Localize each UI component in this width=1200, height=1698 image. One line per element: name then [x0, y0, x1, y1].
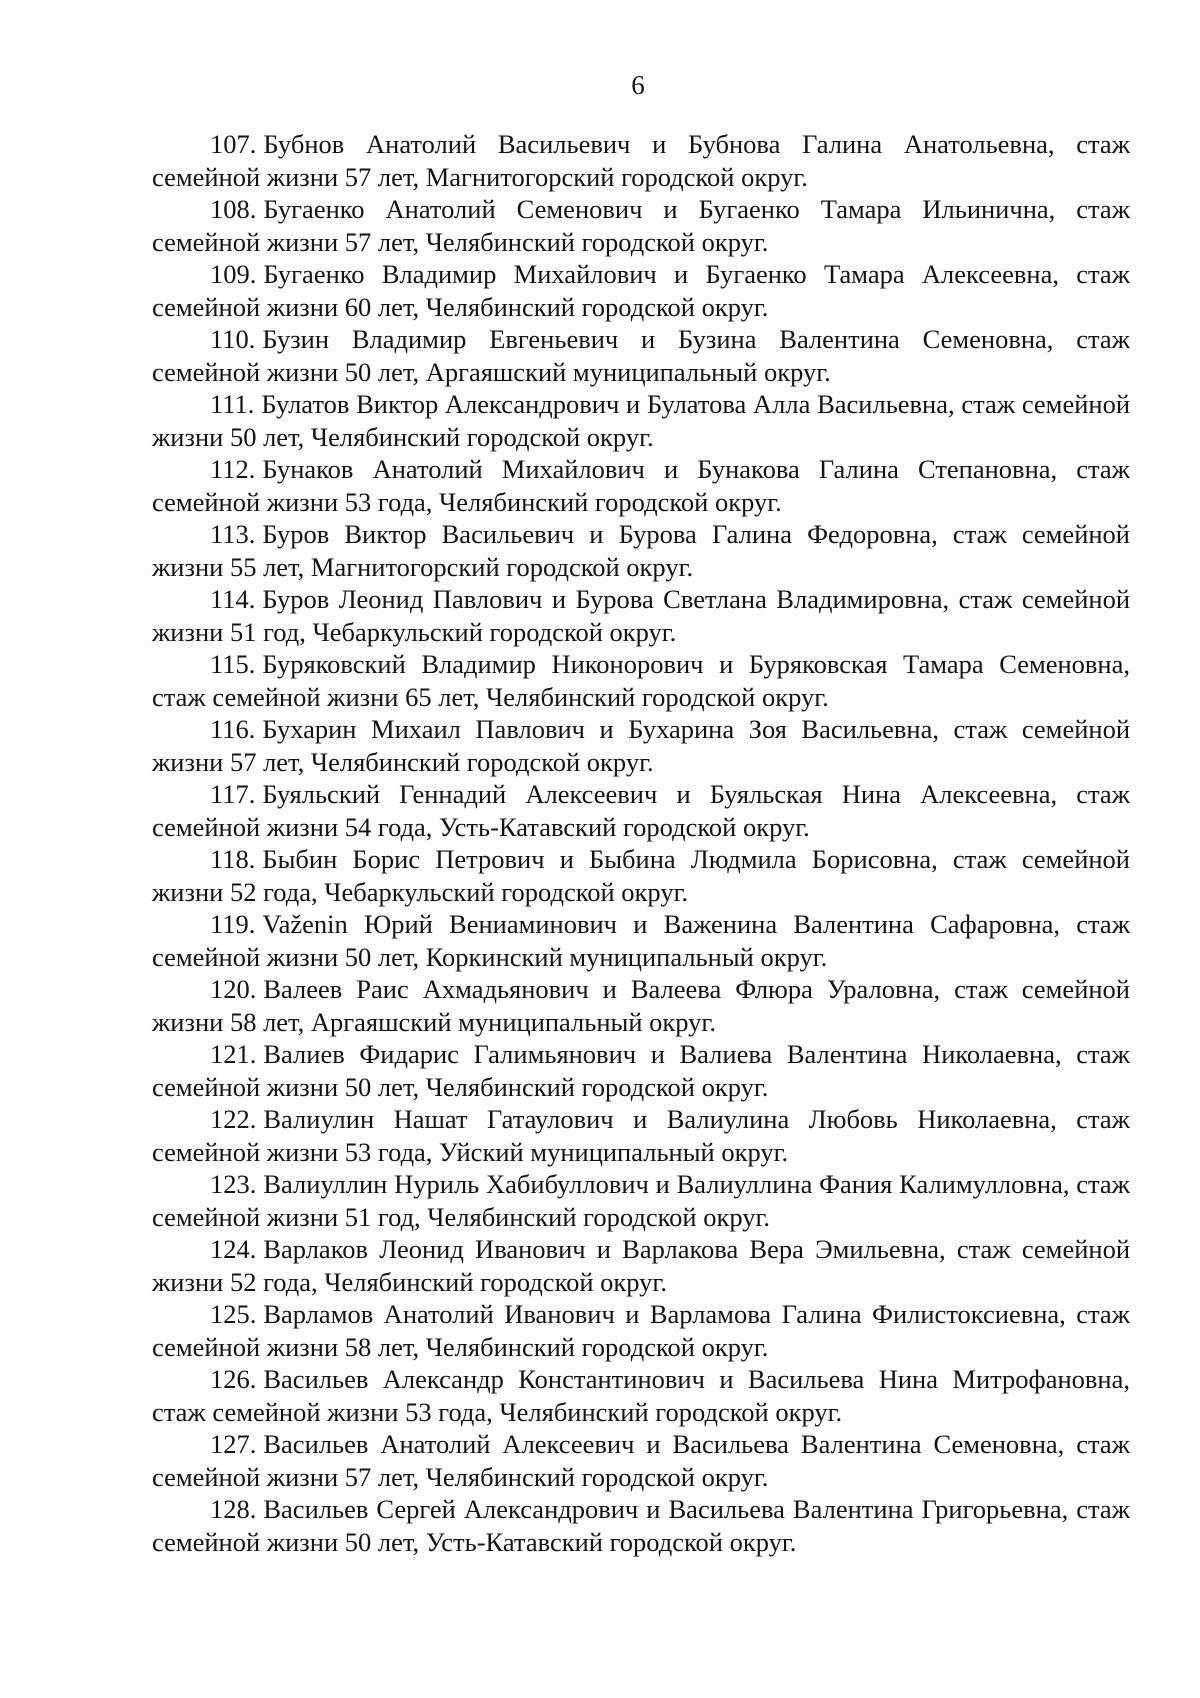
entry-text: Васильев Александр Константинович и Васильева Нина Митрофановна, стаж семейной жизни 53 года, Челябинский городской округ. [152, 1364, 1130, 1427]
list-item [152, 1103, 1130, 1168]
entry-text: Važenin Юрий Вениаминович и Важенина Валентина Сафаровна, стаж семейной жизни 50 лет, Коркинский муниципальный округ. [152, 909, 1130, 972]
list-item [152, 258, 1130, 323]
entry-text: Валиулин Нашат Гатаулович и Валиулина Любовь Николаевна, стаж семейной жизни 53 года, Уйский муниципальный округ. [152, 1104, 1130, 1167]
page-number: 6 [631, 70, 645, 100]
list-item [152, 713, 1130, 778]
entry-text: Валиуллин Нуриль Хабибуллович и Валиуллина Фания Калимулловна, стаж семейной жизни 51 год, Челябинский городской округ. [152, 1169, 1130, 1232]
entry-number: 113. [210, 519, 256, 549]
entry-number: 116. [210, 714, 256, 744]
entry-number: 122. [210, 1104, 257, 1134]
list-item [152, 388, 1130, 453]
entry-number: 119. [210, 909, 256, 939]
list-item [152, 843, 1130, 908]
entry-text: Буяльский Геннадий Алексеевич и Буяльская Нина Алексеевна, стаж семейной жизни 54 года, Усть-Катавский городской округ. [152, 779, 1130, 842]
entry-text: Бузин Владимир Евгеньевич и Бузина Валентина Семеновна, стаж семейной жизни 50 лет, Аргаяшский муниципальный округ. [152, 324, 1130, 387]
entry-number: 117. [210, 779, 256, 809]
list-item [152, 128, 1130, 193]
entry-number: 107. [210, 129, 257, 159]
entry-list [152, 128, 1130, 1558]
entry-text: Булатов Виктор Александрович и Булатова Алла Васильевна, стаж семейной жизни 50 лет, Челябинский городской округ. [152, 389, 1130, 452]
entry-number: 127. [210, 1429, 257, 1459]
list-item [152, 1038, 1130, 1103]
list-item [152, 518, 1130, 583]
entry-text: Васильев Анатолий Алексеевич и Васильева Валентина Семеновна, стаж семейной жизни 57 лет, Челябинский городской округ. [152, 1429, 1130, 1492]
entry-number: 120. [210, 974, 257, 1004]
list-item [152, 1363, 1130, 1428]
list-item [152, 1233, 1130, 1298]
entry-number: 115. [210, 649, 256, 679]
entry-text: Бухарин Михаил Павлович и Бухарина Зоя Васильевна, стаж семейной жизни 57 лет, Челябинский городской округ. [152, 714, 1130, 777]
entry-text: Валеев Раис Ахмадьянович и Валеева Флюра Ураловна, стаж семейной жизни 58 лет, Аргаяшский муниципальный округ. [152, 974, 1130, 1037]
entry-number: 110. [210, 324, 256, 354]
entry-text: Буров Виктор Васильевич и Бурова Галина Федоровна, стаж семейной жизни 55 лет, Магнитогорский городской округ. [152, 519, 1130, 582]
entry-number: 109. [210, 259, 257, 289]
entry-number: 112. [210, 454, 256, 484]
entry-number: 114. [210, 584, 256, 614]
entry-text: Валиев Фидарис Галимьянович и Валиева Валентина Николаевна, стаж семейной жизни 50 лет, Челябинский городской округ. [152, 1039, 1130, 1102]
list-item [152, 908, 1130, 973]
list-item [152, 1428, 1130, 1493]
entry-text: Бубнов Анатолий Васильевич и Бубнова Галина Анатольевна, стаж семейной жизни 57 лет, Магнитогорский городской округ. [152, 129, 1130, 192]
entry-number: 123. [210, 1169, 257, 1199]
list-item [152, 973, 1130, 1038]
list-item [152, 453, 1130, 518]
list-item [152, 193, 1130, 258]
entry-text: Бугаенко Владимир Михайлович и Бугаенко Тамара Алексеевна, стаж семейной жизни 60 лет, Челябинский городской округ. [152, 259, 1130, 322]
entry-text: Быбин Борис Петрович и Быбина Людмила Борисовна, стаж семейной жизни 52 года, Чебаркульский городской округ. [152, 844, 1130, 907]
entry-text: Бунаков Анатолий Михайлович и Бунакова Галина Степановна, стаж семейной жизни 53 года, Челябинский городской округ. [152, 454, 1130, 517]
entry-text: Бугаенко Анатолий Семенович и Бугаенко Тамара Ильинична, стаж семейной жизни 57 лет, Челябинский городской округ. [152, 194, 1130, 257]
list-item [152, 583, 1130, 648]
entry-number: 108. [210, 194, 257, 224]
entry-number: 128. [210, 1494, 257, 1524]
entry-number: 118. [210, 844, 256, 874]
entry-number: 125. [210, 1299, 257, 1329]
entry-number: 126. [210, 1364, 257, 1394]
entry-number: 121. [210, 1039, 257, 1069]
entry-text: Варлаков Леонид Иванович и Варлакова Вера Эмильевна, стаж семейной жизни 52 года, Челябинский городской округ. [152, 1234, 1130, 1297]
list-item [152, 1493, 1130, 1558]
list-item [152, 648, 1130, 713]
entry-number: 111. [210, 389, 255, 419]
entry-text: Буров Леонид Павлович и Бурова Светлана Владимировна, стаж семейной жизни 51 год, Чебаркульский городской округ. [152, 584, 1130, 647]
entry-number: 124. [210, 1234, 257, 1264]
list-item [152, 1298, 1130, 1363]
entry-text: Васильев Сергей Александрович и Васильева Валентина Григорьевна, стаж семейной жизни 50 лет, Усть-Катавский городской округ. [152, 1494, 1130, 1557]
entry-text: Варламов Анатолий Иванович и Варламова Галина Филистоксиевна, стаж семейной жизни 58 лет, Челябинский городской округ. [152, 1299, 1130, 1362]
entry-text: Буряковский Владимир Никонорович и Буряковская Тамара Семеновна, стаж семейной жизни 65 лет, Челябинский городской округ. [152, 649, 1130, 712]
list-item [152, 323, 1130, 388]
list-item [152, 778, 1130, 843]
list-item [152, 1168, 1130, 1233]
